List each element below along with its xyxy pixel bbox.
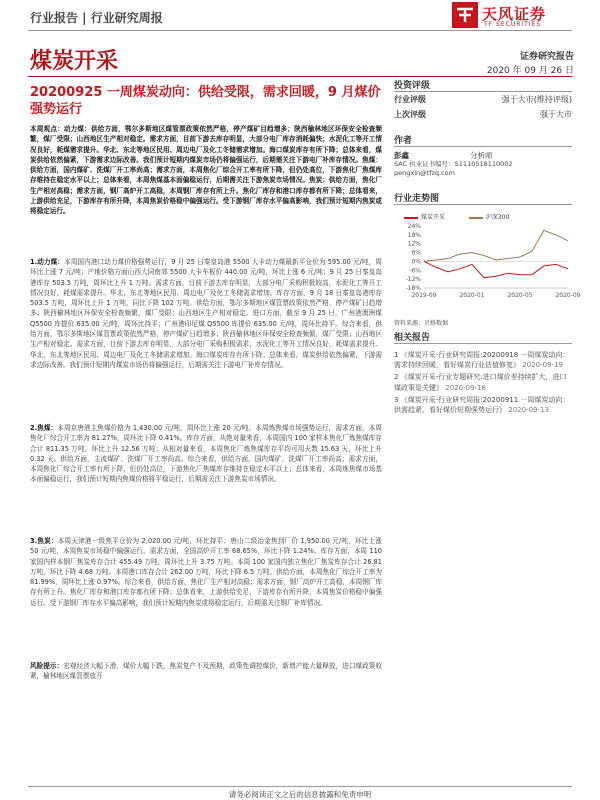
rating-heading: 投资评级 <box>394 81 431 91</box>
company-logo <box>452 2 572 28</box>
sidebar-divider <box>394 146 572 147</box>
risk-warning <box>30 661 382 682</box>
sidebar-divider <box>394 91 572 92</box>
y-tick-label: 12% <box>407 240 421 248</box>
summary-paragraph <box>30 124 382 217</box>
y-tick-label: 6% <box>411 249 421 257</box>
related-report-item[interactable] <box>394 395 572 415</box>
footer-divider <box>28 786 572 787</box>
legend-swatch <box>469 217 483 219</box>
section-coking-coal <box>30 423 382 485</box>
section-text: 本周京唐港主焦煤价格为 1,430.00 元/吨，周环比上涨 20 元/吨。本周炼焦煤市场强势运行，需求方面，本周焦化厂综合开工率为 81.27%，周环比下降 0.41%。库存方面，从绝对量来看，本周国内 100 家样本焦化厂炼焦煤库存合计 811.35 万吨，环比上升 12.56 万吨；从相对量来看，本周焦化厂炼焦煤库存平均可用天数 15.63 天，环比上升 0.32 天。供给方面，主流煤矿、洗煤厂开工率尚高。综合来看，供给方面，国内煤矿、洗煤厂开工率尚高；需求方面，本周焦化厂综合开工率有所下降，但仍处高位，下游焦化厂焦煤库存维持在稳定水平以上；总体来看，本周炼焦煤市场基本面偏稳运行，我们预计短期内焦煤价格将平稳运行，后期需关注下游焦炭市场情况。 <box>30 424 383 484</box>
related-report-title[interactable]: 3 《煤炭开采-行业研究周报:20200911 一周煤炭动向：供需趋紧，看好煤价短期强势运行》 <box>394 395 570 415</box>
legend-label: 沪深300 <box>485 214 510 221</box>
section-head: 1.动力煤： <box>30 258 65 266</box>
x-tick-label: 2020-01 <box>459 292 485 299</box>
summary-text: 供给方面，鄂尔多斯地区煤管票政策依然严格，停产煤矿目趋增多；陕西榆林地区环保安全检查频繁，煤厂受限；山西地区生产相对稳定。需求方面，目前下游去库存明显，大部分电厂库存消耗偏快；水泥化工等开工情况良好，耗煤需求提升。华北、东北等地区民用、周边电厂及化工冬储需求增加。海口煤炭库存有所下降；总体来看，煤炭供给依然偏紧，下游需求边际改善。我们预计短期内煤炭市场仍将偏强运行，后期需关注下游电厂补库存情况。焦煤：供给方面，国内煤矿、洗煤厂开工率尚高；需求方面，本周焦化厂综合开工率有所下降，但仍处高位，下游焦化厂焦煤库存维持在稳定水平以上；总体来看，本周焦煤基本面偏稳运行，后期需关注下游焦炭市场情况。焦炭：供给方面，焦化厂生产相对高稳；需求方面，钢厂高炉开工高稳，本周钢厂库存有所上升。焦化厂库存和港口库存都有所下降；总体看来，上游供给充足，下游库存有所升降，本周焦炭价格稳中偏强运行。受下游钢厂库存水平偏高影响，我们预计短期内焦炭或将稳定运行。 <box>30 125 383 216</box>
y-tick-label: -18% <box>405 285 421 292</box>
legend-label: 煤炭开采 <box>421 214 446 221</box>
y-tick-label: -12% <box>405 276 421 284</box>
author-role: 分析师 <box>470 151 493 160</box>
chart-legend <box>404 212 509 221</box>
y-tick-label: 18% <box>407 231 421 239</box>
section-text: 本周国内港口动力煤价格强势运行，9 月 25 日秦皇岛港 5500 大卡动力煤最新平仓价为 595.00 元/吨，周环比上涨 7 元/吨；产地价格方面山西大同南郊 5500 大卡车板价 440.00 元/吨，环比上涨 6 元/吨；9 月 25 日秦皇岛港库存 503.5 万吨，周环比上升 1 万吨。需求方面，目前下游去库存明显，大部分电厂采购积极较高，水泥化工等开工情况良好，耗煤需求提升。华北、东北等地区民用、周边电厂及化工冬储需求增加。库存方面，9 月 18 日秦皇岛港库存 503.5 万吨，周环比上升 1 万吨，同比下降 102 万吨。供给方面，鄂尔多斯地区煤管票政策依然严格，停产煤矿日趋增多；陕西榆林地区环保安全检查频繁，煤厂受限；山西地区生产相对稳定。进口方面，截至 9 月 25 日，广州港澳洲煤 Q5500 库提价 635.00 元/吨，周环比持平；广州港印尼煤 Q5500 库提价 635.00 元/吨，周环比持平。综合来看，供给方面，鄂尔多斯地区煤管票政策依然严格，停产煤矿日趋增多；陕西榆林地区环保安全检查频繁，煤厂受限；山西地区生产相对稳定。需求方面，目前下游去库存明显，大部分电厂采购积极需求，水泥化工等开工情况良好，耗煤需求提升。华北、东北等地区民用、周边电厂及化工冬储需求增加。海口煤炭库存有所下降；总体来看，煤炭供给依然偏紧，下游需求边际改善。我们预计短期内煤炭市场仍将偏强运行，后期需关注下游电厂补库存情况。 <box>30 258 382 369</box>
report-type: 证券研究报告 <box>519 52 574 62</box>
related-report-title[interactable]: 1 《煤炭开采-行业研究周报:20200918 一周煤炭动向：需求持续回暖，看好煤炭行业估值修复》 <box>394 351 570 370</box>
last-rating-label: 上次评级 <box>394 110 426 119</box>
author-sac: SAC 执业证书编号：S1110518110002 <box>394 160 513 168</box>
y-tick-label: 0% <box>411 258 421 266</box>
y-tick-label: 24% <box>407 223 421 230</box>
section-head: 3.焦炭： <box>30 537 58 545</box>
related-report-item[interactable] <box>394 350 572 370</box>
logo-text-cn: 天风证券 <box>482 5 547 23</box>
related-report-date: 2020-09-19 <box>522 361 563 370</box>
title-divider <box>28 76 572 77</box>
series-line <box>424 230 568 261</box>
related-report-date: 2020-09-13 <box>508 406 549 415</box>
author-heading: 作者 <box>394 136 413 146</box>
chart-heading: 行业走势图 <box>394 194 440 204</box>
section-thermal-coal <box>30 257 382 370</box>
section-coke <box>30 536 382 608</box>
last-rating-value: 强于大市 <box>540 110 572 119</box>
tf-logo-icon <box>452 2 478 28</box>
related-report-title[interactable]: 2 《煤炭开采-行业专题研究:进口煤价差持续扩大，进口煤政策是关键》 <box>394 373 567 392</box>
industry-name: 煤炭开采 <box>30 49 119 74</box>
x-tick-label: 2020-09 <box>555 292 581 299</box>
chart-source: 资料来源：贝格数据 <box>394 320 449 327</box>
industry-rating-row <box>394 94 572 107</box>
author-email[interactable]: pengxin@tfzq.com <box>394 169 455 177</box>
section-head: 2.焦煤： <box>30 424 58 432</box>
related-report-date: 2020-09-18 <box>445 383 486 392</box>
x-tick-label: 2019-09 <box>411 292 437 299</box>
logo-text-en: TF SECURITIES <box>484 21 542 28</box>
rating-label: 行业评级 <box>394 95 426 104</box>
report-date: 2020 年 09 月 26 日 <box>486 66 574 76</box>
disclaimer-footer: 请务必阅读正文之后的信息披露和免责申明 <box>228 790 372 799</box>
report-title: 20200925 一周煤炭动向：供给受限，需求回暖，9 月煤价强势运行 <box>30 85 381 117</box>
section-text: 本周天津港一级焦平仓价为 2,020.00 元/吨，环比持平；唐山二级冶金焦到厂价 1,950.00 元/吨，环比上涨 50 元/吨，本周焦炭市场稳中偏强运行。需求方面，全国高炉开工率 68.65%，环比下降 1.24%。库存方面，本周 110 家国内样本钢厂焦炭库存合计 455.49 万吨，周环比上升 3.75 万吨。本周 100 家国内独立焦化厂焦炭库存合计 26.81 万吨，环比下降 4.68 万吨。本周港口库存合计 262.00 万吨，环比下降 6.5 万吨。供给方面，本周焦化厂综合开工率为 81.99%，周环比上涨 0.97%。综合来看，供给方面，焦化厂生产相对高稳；需求方面，钢厂高炉开工高稳，本周钢厂库存有所上升。焦化厂库存和港口库存都有所下降；总体看来，上游供给充足，下游库存有所升降，本周焦炭价格稳中偏强运行。受下游钢厂库存水平偏高影响，我们预计短期内焦炭或将稳定运行，后期需关注钢厂补库情况。 <box>30 537 382 607</box>
report-category: 行业报告 | 行业研究周报 <box>30 11 163 25</box>
author-name: 彭鑫 <box>394 151 409 160</box>
x-tick-label: 2020-05 <box>507 292 533 299</box>
legend-swatch <box>404 217 418 219</box>
last-rating-row <box>394 109 572 122</box>
related-report-item[interactable] <box>394 372 572 392</box>
sidebar-divider <box>394 204 572 205</box>
rating-value: 强于大市(维持评级) <box>501 95 572 104</box>
series-line <box>424 261 568 277</box>
risk-head: 风险提示： <box>30 662 64 670</box>
y-tick-label: -6% <box>409 267 421 275</box>
summary-lead: 本周观点：动力煤： <box>30 125 91 133</box>
risk-text: 宏观经济大幅下滑，煤价大幅下跌，焦炭复产不及预期，政策性调控煤价，新增产能大量释放，进口煤政策收紧，榆林地区煤管票放开 <box>30 662 383 681</box>
header-divider <box>28 30 572 31</box>
related-reports-list <box>394 350 572 415</box>
sidebar-divider <box>394 343 572 344</box>
industry-trend-chart <box>394 222 581 302</box>
related-heading: 相关报告 <box>394 333 431 343</box>
